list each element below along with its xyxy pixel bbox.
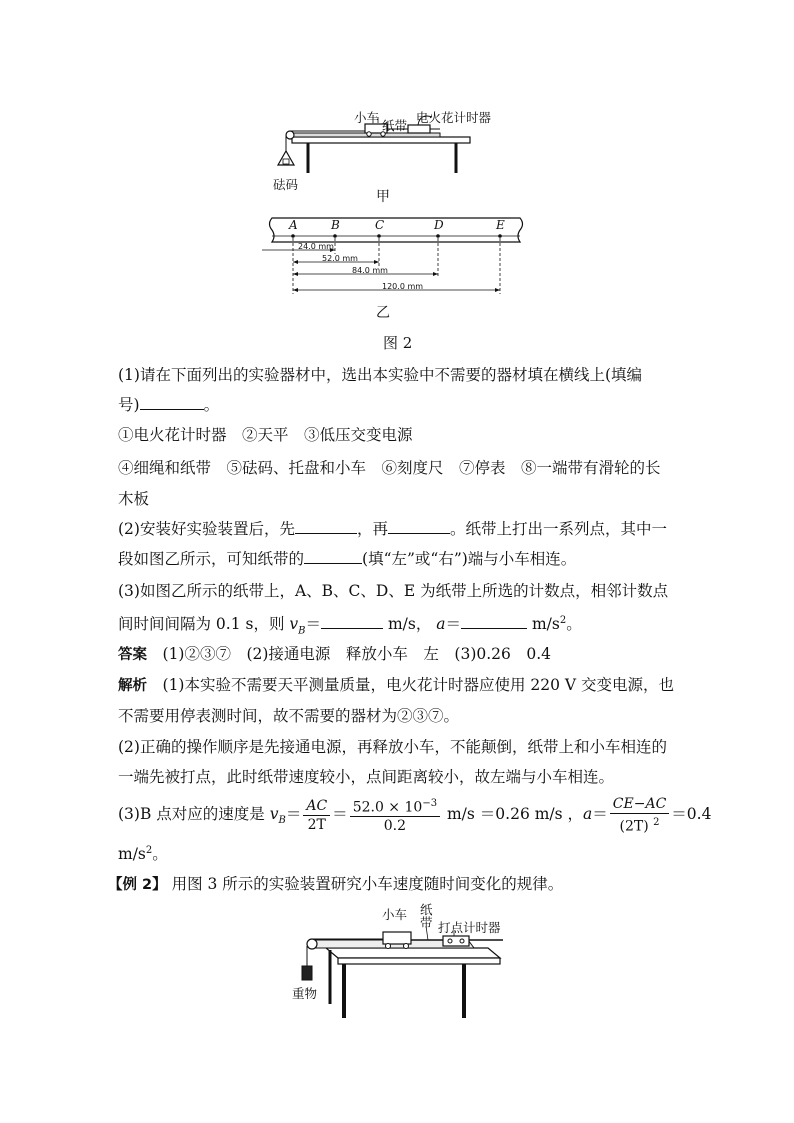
answer-label: 答案 [118,647,147,663]
answer-line: 答案 (1)②③⑦ (2)接通电源 释放小车 左 (3)0.26 0.4 [118,645,552,663]
analysis-label: 解析 [118,678,147,694]
tape-drawing [262,212,532,312]
label-car: 小车 [354,110,380,125]
distance-ad: 84.0 mm [352,266,388,275]
fig3-label-timer: 打点计时器 [438,920,501,935]
point-a: A [289,218,298,232]
caption-yi: 乙 [376,305,390,321]
distance-ac: 52.0 mm [322,254,358,263]
q1-options1: ①电火花计时器 ②天平 ③低压交变电源 [118,426,413,444]
q1-line1: (1)请在下面列出的实验器材中，选出本实验中不需要的器材填在横线上(填编 [118,366,643,384]
point-b: B [331,218,340,232]
caption-jia: 甲 [376,189,390,205]
q2-line2: 段如图乙所示，可知纸带的 (填“左”或“右”)端与小车相连。 [118,550,577,568]
distance-ae: 120.0 mm [382,282,424,291]
analysis-line5: (3)B 点对应的速度是 $v_B=$ $\frac{AC}{2T}$ ＝ $\frac{52.0 \times 10^{-3}}{0.2}$ m/s ＝0.26 m/s ，a＝ $\frac{CE-AC}{(2T) ^2}$ ＝0.4 [118,795,712,835]
fig3-label-tape2: 带 [420,915,433,930]
figure-yi [262,212,532,312]
analysis-line3: (2)正确的操作顺序是先接通电源，再释放小车，不能颠倒，纸带上和小车相连的 [118,738,667,756]
label-weight: 砝码 [273,177,299,192]
point-d: D [434,218,444,232]
example2-line: 【例 2】 用图 3 所示的实验装置研究小车速度随时间变化的规律。 [108,875,564,893]
q3-line1: (3)如图乙所示的纸带上，A、B、C、D、E 为纸带上所选的计数点，相邻计数点 [118,582,669,600]
q2-line1: (2)安装好实验装置后，先 ，再 。纸带上打出一系列点，其中一 [118,520,667,538]
fraction-ac-2t: $\frac{AC}{2T}$ [303,797,330,834]
q1-line2: 号) 。 [118,396,220,414]
label-tape: 纸带 [382,118,408,133]
figure-caption: 图 2 [383,334,413,352]
fig3-label-tape1: 纸 [420,902,433,917]
q1-options3: 木板 [118,490,150,508]
analysis-line2: 不需要用停表测时间，故不需要的器材为②③⑦。 [118,707,460,725]
q1-options2: ④细绳和纸带 ⑤砝码、托盘和小车 ⑥刻度尺 ⑦停表 ⑧一端带有滑轮的长 [118,459,661,477]
figure-3 [288,900,518,1025]
example2-label: 【例 2】 [108,877,167,893]
analysis-line4: 一端先被打点，此时纸带速度较小，点间距离较小，故左端与小车相连。 [118,768,615,786]
fraction-value: $\frac{52.0 \times 10^{-3}}{0.2}$ [350,795,440,836]
analysis-line6: $m/s^2$。 [118,845,168,864]
fig3-label-weight: 重物 [292,986,318,1001]
q3-line2: 间时间间隔为 0.1 s，则 $v_B= m/s$， $a= m/s^2$。 [118,615,582,637]
label-timer: 电火花计时器 [416,110,492,125]
figure-jia [270,105,510,200]
fraction-accel: $\frac{CE-AC}{(2T) ^2}$ [610,795,669,836]
distance-ab: 24.0 mm [298,242,334,251]
fig3-label-car: 小车 [382,907,408,922]
analysis-line1: 解析 (1)本实验不需要天平测量质量，电火花计时器应使用 220 V 交变电源，也 [118,676,675,694]
point-c: C [375,218,385,232]
point-e: E [496,218,505,232]
